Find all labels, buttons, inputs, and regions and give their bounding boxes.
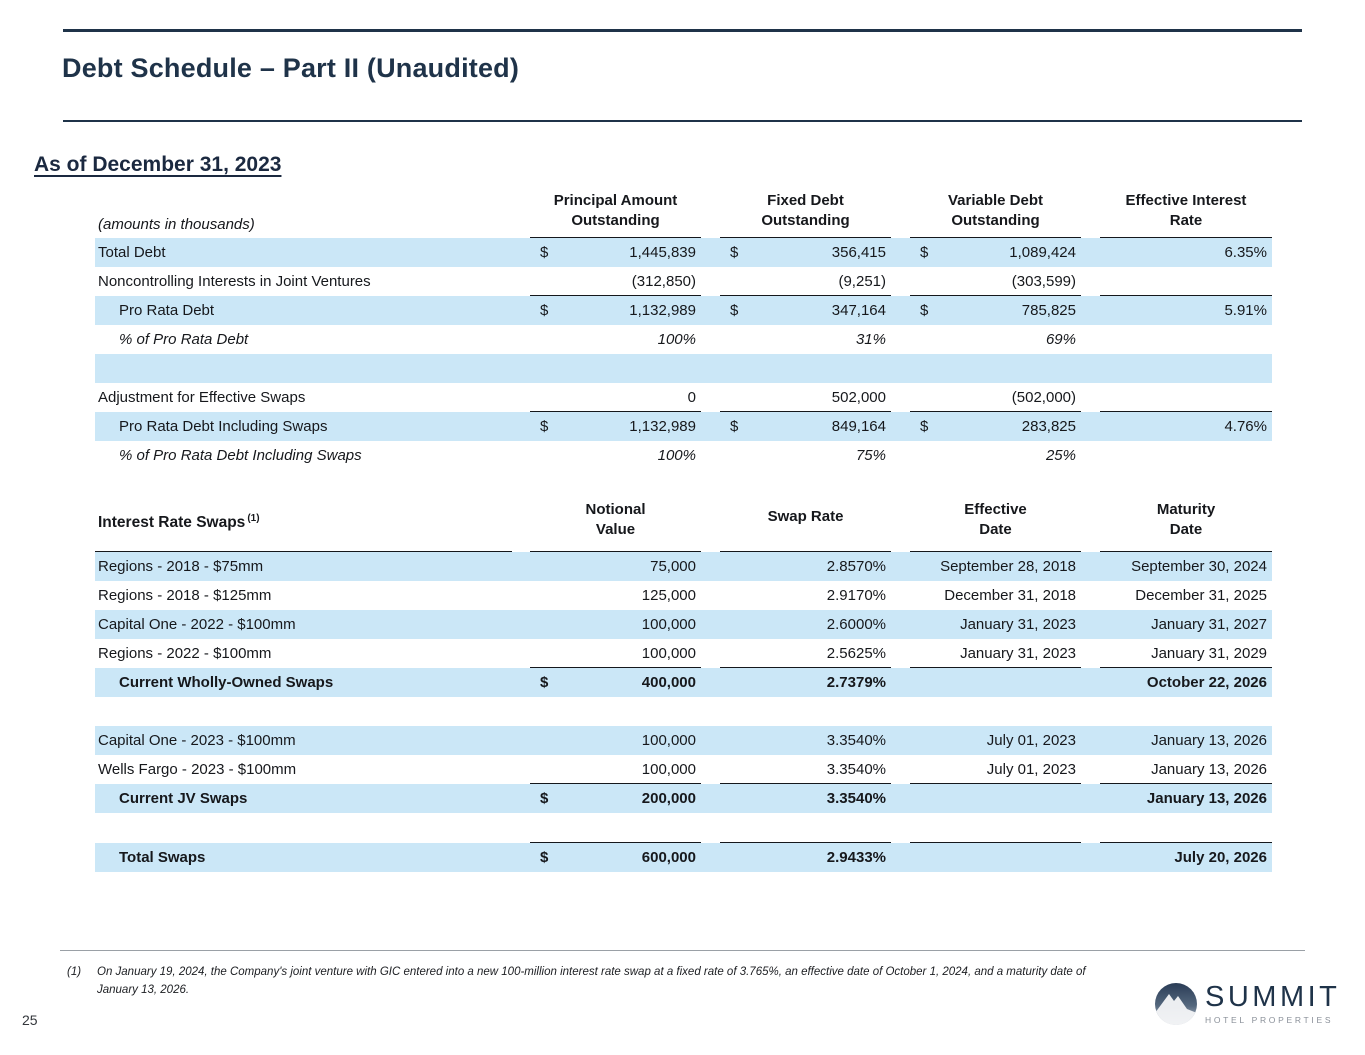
value-cell: [720, 267, 891, 296]
column-header: [910, 190, 1081, 238]
row-label: Regions - 2018 - $75mm: [98, 558, 264, 575]
cell-value: 100%: [657, 331, 696, 348]
cell-value: December 31, 2018: [944, 587, 1076, 604]
cell-value: 400,000: [641, 674, 696, 691]
value-cell: [1100, 552, 1272, 581]
value-cell: [530, 784, 701, 813]
interest-rate-swaps-table: [95, 495, 1272, 872]
row-label: Noncontrolling Interests in Joint Ventures: [98, 273, 371, 290]
debt-summary-table: [95, 190, 1272, 470]
dollar-sign: $: [920, 244, 929, 261]
cell-value: 5.91%: [1224, 302, 1267, 319]
row-label: Total Swaps: [119, 849, 206, 866]
dollar-sign: $: [540, 244, 549, 261]
title-rule-bottom: [63, 120, 1302, 122]
cell-value: October 22, 2026: [1146, 674, 1267, 691]
footnote: [67, 964, 1102, 1000]
table-row: [95, 412, 1272, 441]
value-cell: [530, 296, 701, 325]
dollar-sign: $: [540, 418, 549, 435]
footnote-text: On January 19, 2024, the Company's joint venture with GIC entered into a new 100-million interest rate swap at a fixed rate of 3.765%, an effective date of October 1, 2024, and a maturity date of January 13, 2026.: [97, 966, 1086, 996]
value-cell: [1100, 238, 1272, 267]
column-header-line: Effective Interest: [1125, 192, 1247, 210]
row-label: Adjustment for Effective Swaps: [98, 389, 306, 406]
page-title: Debt Schedule – Part II (Unaudited): [62, 53, 520, 83]
value-cell: [1100, 581, 1272, 610]
value-cell: [720, 784, 891, 813]
cell-value: 347,164: [831, 302, 886, 319]
table-row: [95, 668, 1272, 697]
footnote-marker: (1): [67, 966, 82, 978]
cell-value: 1,089,424: [1009, 244, 1076, 261]
cell-value: 100,000: [641, 760, 696, 778]
value-cell: [910, 296, 1081, 325]
cell-value: 75%: [855, 447, 886, 464]
row-label: Capital One - 2022 - $100mm: [98, 616, 296, 633]
cell-value: January 31, 2023: [960, 616, 1076, 633]
spacer-row: [95, 697, 1272, 726]
value-cell: [720, 552, 891, 581]
dollar-sign: $: [730, 302, 739, 319]
cell-value: 785,825: [1021, 302, 1076, 319]
swaps-title-text: Interest Rate Swaps $^{(1)}$: [98, 512, 260, 531]
value-cell: [530, 581, 701, 610]
cell-value: January 31, 2023: [960, 644, 1076, 662]
cell-value: (9,251): [838, 272, 886, 290]
cell-value: July 01, 2023: [986, 732, 1076, 749]
value-cell: [720, 610, 891, 639]
value-cell: [910, 412, 1081, 441]
cell-value: 125,000: [641, 587, 696, 604]
value-cell: [1100, 784, 1272, 813]
value-cell: [910, 441, 1081, 470]
value-cell: [910, 784, 1081, 813]
cell-value: 100,000: [641, 616, 696, 633]
column-header-line: Outstanding: [571, 212, 660, 230]
table-row: [95, 581, 1272, 610]
value-cell: [530, 813, 701, 843]
value-cell: [530, 668, 701, 697]
value-cell: [530, 726, 701, 755]
column-header-line: Outstanding: [951, 212, 1040, 230]
row-label: Regions - 2018 - $125mm: [98, 587, 272, 604]
value-cell: [910, 755, 1081, 784]
row-label: Total Debt: [98, 244, 166, 261]
value-cell: [1100, 813, 1272, 843]
value-cell: [1100, 354, 1272, 383]
column-header-line: Principal Amount: [553, 192, 678, 210]
cell-value: (312,850): [631, 272, 696, 290]
value-cell: [1100, 296, 1272, 325]
value-cell: [530, 639, 701, 668]
table-row: [95, 383, 1272, 412]
column-header-line: Fixed Debt: [767, 192, 844, 210]
cell-value: 2.9433%: [826, 849, 886, 866]
value-cell: [1100, 755, 1272, 784]
table-row: [95, 354, 1272, 383]
cell-value: September 28, 2018: [940, 558, 1076, 575]
value-cell: [720, 441, 891, 470]
value-cell: [910, 238, 1081, 267]
value-cell: [530, 238, 701, 267]
value-cell: [720, 412, 891, 441]
cell-value: 100%: [657, 447, 696, 464]
value-cell: [720, 726, 891, 755]
value-cell: [720, 843, 891, 872]
table-row: [95, 325, 1272, 354]
value-cell: [910, 726, 1081, 755]
dollar-sign: $: [540, 790, 549, 807]
value-cell: [530, 325, 701, 354]
value-cell: [720, 238, 891, 267]
value-cell: [910, 639, 1081, 668]
cell-value: 3.3540%: [826, 760, 886, 778]
table-row: [95, 610, 1272, 639]
value-cell: [1100, 267, 1272, 296]
cell-value: 0: [687, 388, 696, 406]
page-number: 25: [22, 1012, 38, 1028]
value-cell: [1100, 843, 1272, 872]
cell-value: January 31, 2029: [1151, 644, 1267, 662]
cell-value: January 31, 2027: [1151, 616, 1267, 633]
dollar-sign: $: [540, 849, 549, 866]
value-cell: [1100, 441, 1272, 470]
value-cell: [910, 325, 1081, 354]
row-label: Wells Fargo - 2023 - $100mm: [98, 761, 297, 778]
table-row: [95, 726, 1272, 755]
table-row: [95, 784, 1272, 813]
table-row: [95, 755, 1272, 784]
value-cell: [910, 581, 1081, 610]
title-rule-top: [63, 29, 1302, 32]
value-cell: [530, 697, 701, 726]
cell-value: 1,132,989: [629, 302, 696, 319]
cell-value: 600,000: [641, 849, 696, 866]
dollar-sign: $: [730, 244, 739, 261]
column-header-line: Effective: [964, 501, 1027, 519]
row-label: % of Pro Rata Debt: [119, 331, 249, 348]
cell-value: 849,164: [831, 418, 886, 435]
cell-value: 3.3540%: [826, 732, 886, 749]
value-cell: [720, 296, 891, 325]
value-cell: [720, 383, 891, 412]
row-label: % of Pro Rata Debt Including Swaps: [119, 447, 362, 464]
footer-divider: [60, 950, 1305, 951]
value-cell: [530, 552, 701, 581]
table-header-row: [95, 190, 1272, 238]
row-label: Regions - 2022 - $100mm: [98, 645, 272, 662]
cell-value: 100,000: [641, 732, 696, 749]
column-header-line: Maturity: [1156, 501, 1216, 519]
column-header-line: Notional: [585, 501, 646, 519]
cell-value: 2.8570%: [826, 558, 886, 575]
column-header: [530, 495, 701, 552]
value-cell: [1100, 726, 1272, 755]
table-row: [95, 552, 1272, 581]
row-label: Capital One - 2023 - $100mm: [98, 732, 296, 749]
value-cell: [720, 581, 891, 610]
value-cell: [720, 697, 891, 726]
value-cell: [720, 813, 891, 843]
cell-value: 1,445,839: [629, 244, 696, 261]
cell-value: January 13, 2026: [1151, 760, 1267, 778]
column-header-line: Date: [1169, 521, 1203, 539]
table-row: [95, 639, 1272, 668]
cell-value: July 20, 2026: [1174, 849, 1267, 866]
column-header: [720, 190, 891, 238]
row-label: Current JV Swaps: [119, 790, 248, 807]
column-header-line: Variable Debt: [947, 192, 1044, 210]
value-cell: [720, 639, 891, 668]
cell-value: (502,000): [1011, 388, 1076, 406]
value-cell: [530, 441, 701, 470]
value-cell: [530, 755, 701, 784]
value-cell: [530, 267, 701, 296]
value-cell: [910, 383, 1081, 412]
cell-value: 75,000: [650, 558, 696, 575]
column-header: [910, 495, 1081, 552]
cell-value: 2.6000%: [826, 616, 886, 633]
column-header-line: Swap Rate: [767, 508, 844, 526]
value-cell: [1100, 668, 1272, 697]
dollar-sign: $: [540, 302, 549, 319]
cell-value: 2.7379%: [826, 674, 886, 691]
cell-value: July 01, 2023: [986, 760, 1076, 778]
logo-wordmark: SUMMIT: [1205, 981, 1341, 1013]
value-cell: [1100, 412, 1272, 441]
cell-value: 4.76%: [1224, 418, 1267, 435]
column-header: [1100, 495, 1272, 552]
cell-value: 25%: [1045, 447, 1076, 464]
value-cell: [720, 354, 891, 383]
value-cell: [720, 755, 891, 784]
value-cell: [910, 354, 1081, 383]
cell-value: 6.35%: [1224, 244, 1267, 261]
cell-value: 3.3540%: [826, 790, 886, 807]
table-row: [95, 441, 1272, 470]
value-cell: [910, 843, 1081, 872]
cell-value: 2.9170%: [826, 587, 886, 604]
value-cell: [1100, 610, 1272, 639]
amounts-note: (amounts in thousands): [98, 216, 255, 233]
as-of-date-heading: As of December 31, 2023: [34, 153, 282, 176]
value-cell: [910, 813, 1081, 843]
cell-value: 2.5625%: [826, 644, 886, 662]
cell-value: 283,825: [1021, 418, 1076, 435]
logo-subtitle: HOTEL PROPERTIES: [1205, 1015, 1334, 1025]
value-cell: [530, 610, 701, 639]
dollar-sign: $: [730, 418, 739, 435]
dollar-sign: $: [540, 674, 549, 691]
value-cell: [910, 610, 1081, 639]
footnote-reference: (1): [247, 512, 260, 524]
value-cell: [1100, 383, 1272, 412]
row-label: Pro Rata Debt Including Swaps: [119, 418, 328, 435]
value-cell: [720, 325, 891, 354]
column-header-line: Outstanding: [761, 212, 850, 230]
column-header-line: Value: [595, 521, 636, 539]
dollar-sign: $: [920, 302, 929, 319]
value-cell: [1100, 639, 1272, 668]
spacer-row: [95, 813, 1272, 843]
cell-value: 200,000: [641, 790, 696, 807]
cell-value: September 30, 2024: [1131, 558, 1267, 575]
dollar-sign: $: [920, 418, 929, 435]
value-cell: [910, 267, 1081, 296]
value-cell: [910, 668, 1081, 697]
column-header-line: Date: [979, 521, 1012, 539]
swaps-title: [95, 495, 512, 552]
table-row: [95, 296, 1272, 325]
table-row: [95, 843, 1272, 872]
value-cell: [720, 668, 891, 697]
cell-value: (303,599): [1011, 272, 1076, 290]
cell-value: 1,132,989: [629, 418, 696, 435]
summit-mountain-icon: [1154, 982, 1198, 1026]
value-cell: [910, 552, 1081, 581]
column-header: [720, 495, 891, 552]
column-header-line: Rate: [1169, 212, 1203, 230]
column-header: [1100, 190, 1272, 238]
value-cell: [530, 412, 701, 441]
cell-value: 100,000: [641, 644, 696, 662]
value-cell: [1100, 325, 1272, 354]
cell-value: 31%: [855, 331, 886, 348]
cell-value: January 13, 2026: [1151, 732, 1267, 749]
value-cell: [530, 383, 701, 412]
value-cell: [530, 354, 701, 383]
cell-value: 69%: [1045, 331, 1076, 348]
value-cell: [530, 843, 701, 872]
cell-value: 356,415: [831, 244, 886, 261]
table-header-row: [95, 495, 1272, 552]
column-header: [530, 190, 701, 238]
cell-value: 502,000: [831, 388, 886, 406]
value-cell: [1100, 697, 1272, 726]
logo-text: [1205, 983, 1340, 1025]
row-label: Pro Rata Debt: [119, 302, 215, 319]
cell-value: December 31, 2025: [1135, 587, 1267, 604]
cell-value: January 13, 2026: [1146, 790, 1267, 807]
row-label: Current Wholly-Owned Swaps: [119, 674, 334, 691]
table-row: [95, 238, 1272, 267]
value-cell: [910, 697, 1081, 726]
company-logo: [1154, 982, 1340, 1026]
table-row: [95, 267, 1272, 296]
